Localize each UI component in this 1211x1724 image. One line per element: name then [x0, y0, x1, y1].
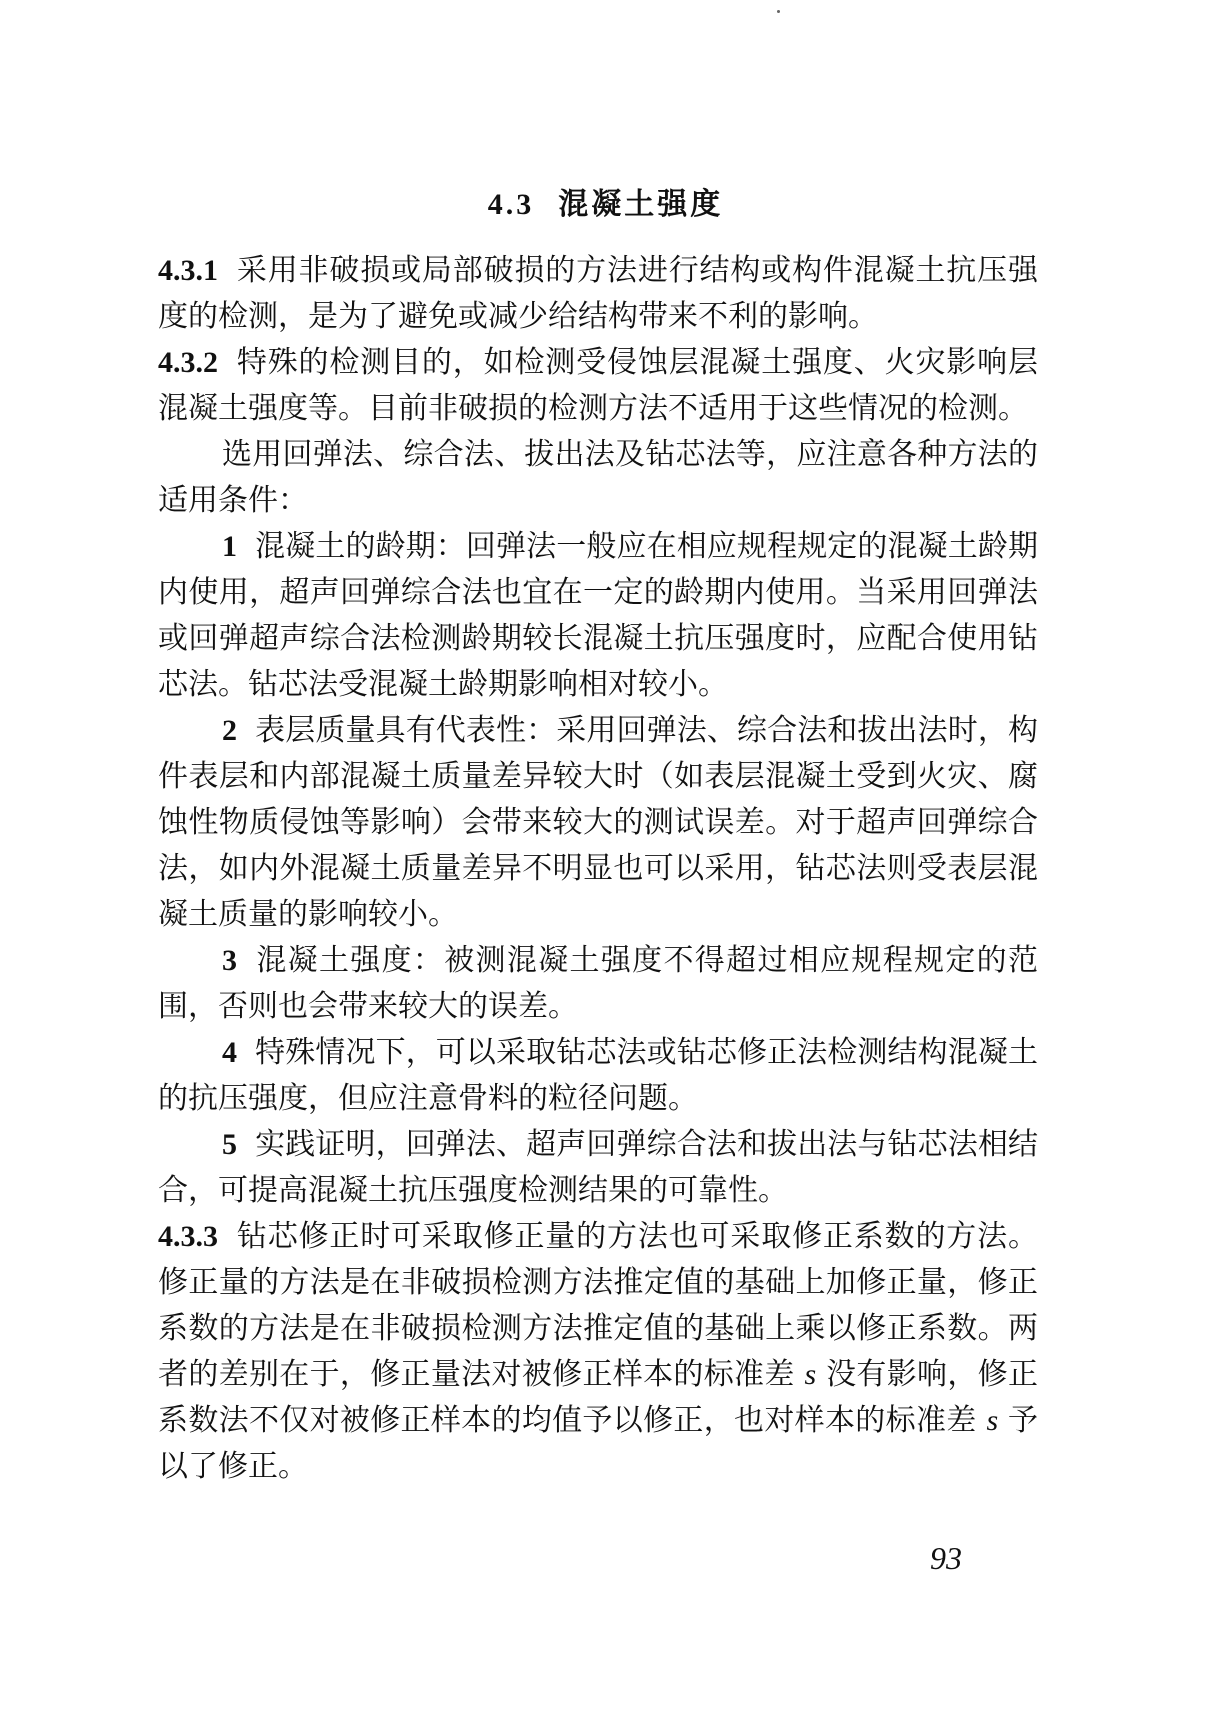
item-text: 实践证明，回弹法、超声回弹综合法和拔出法与钻芯法相结合，可提高混凝土抗压强度检测结果的可靠性。 [158, 1127, 1038, 1208]
list-item-4 [158, 1030, 1038, 1122]
list-item-3 [158, 938, 1038, 1030]
clause-4-3-1 [158, 248, 1038, 340]
item-number: 5 [222, 1128, 237, 1161]
item-number: 2 [222, 714, 237, 747]
item-text: 表层质量具有代表性：采用回弹法、综合法和拔出法时，构件表层和内部混凝土质量差异较大时（如表层混凝土受到火灾、腐蚀性物质侵蚀等影响）会带来较大的测试误差。对于超声回弹综合法，如内外混凝土质量差异不明显也可以采用，钻芯法则受表层混凝土质量的影响较小。 [158, 713, 1038, 932]
item-text: 特殊情况下，可以采取钻芯法或钻芯修正法检测结构混凝土的抗压强度，但应注意骨料的粒径问题。 [158, 1035, 1038, 1116]
paragraph-text: 选用回弹法、综合法、拔出法及钻芯法等，应注意各种方法的适用条件： [158, 437, 1038, 518]
clause-number: 4.3.3 [158, 1220, 218, 1253]
list-item-2 [158, 708, 1038, 938]
clause-text-b: 没有影响，修正系数法不仅对被修正样本的均值予以修正，也对样本的标准差 [158, 1357, 1038, 1438]
list-item-1 [158, 524, 1038, 708]
variable-s: s [804, 1358, 817, 1391]
clause-text-a: 钻芯修正时可采取修正量的方法也可采取修正系数的方法。修正量的方法是在非破损检测方法推定值的基础上加修正量，修正系数的方法是在非破损检测方法推定值的基础上乘以修正系数。两者的差别在于，修正量法对被修正样本的标准差 [158, 1219, 1038, 1392]
section-title-text: 混凝土强度 [558, 187, 724, 222]
scan-dot [777, 10, 780, 13]
clause-4-3-3 [158, 1214, 1038, 1490]
clause-number: 4.3.2 [158, 346, 218, 379]
item-number: 1 [222, 530, 237, 563]
item-text: 混凝土的龄期：回弹法一般应在相应规程规定的混凝土龄期内使用，超声回弹综合法也宜在一定的龄期内使用。当采用回弹法或回弹超声综合法检测龄期较长混凝土抗压强度时，应配合使用钻芯法。钻芯法受混凝土龄期影响相对较小。 [158, 529, 1038, 702]
clause-number: 4.3.1 [158, 254, 218, 287]
item-number: 4 [222, 1036, 237, 1069]
body-text [158, 248, 1038, 1490]
section-number: 4.3 [487, 188, 535, 221]
page-number: 93 [930, 1540, 962, 1576]
clause-4-3-2-continued [158, 432, 1038, 524]
section-heading [0, 185, 1211, 225]
variable-s: s [986, 1404, 999, 1437]
item-text: 混凝土强度：被测混凝土强度不得超过相应规程规定的范围，否则也会带来较大的误差。 [158, 943, 1038, 1024]
clause-4-3-2 [158, 340, 1038, 432]
clause-text-c: 予以了修正。 [158, 1403, 1038, 1484]
clause-text: 特殊的检测目的，如检测受侵蚀层混凝土强度、火灾影响层混凝土强度等。目前非破损的检测方法不适用于这些情况的检测。 [158, 345, 1038, 426]
item-number: 3 [222, 944, 237, 977]
list-item-5 [158, 1122, 1038, 1214]
clause-text: 采用非破损或局部破损的方法进行结构或构件混凝土抗压强度的检测，是为了避免或减少给结构带来不利的影响。 [158, 253, 1038, 334]
